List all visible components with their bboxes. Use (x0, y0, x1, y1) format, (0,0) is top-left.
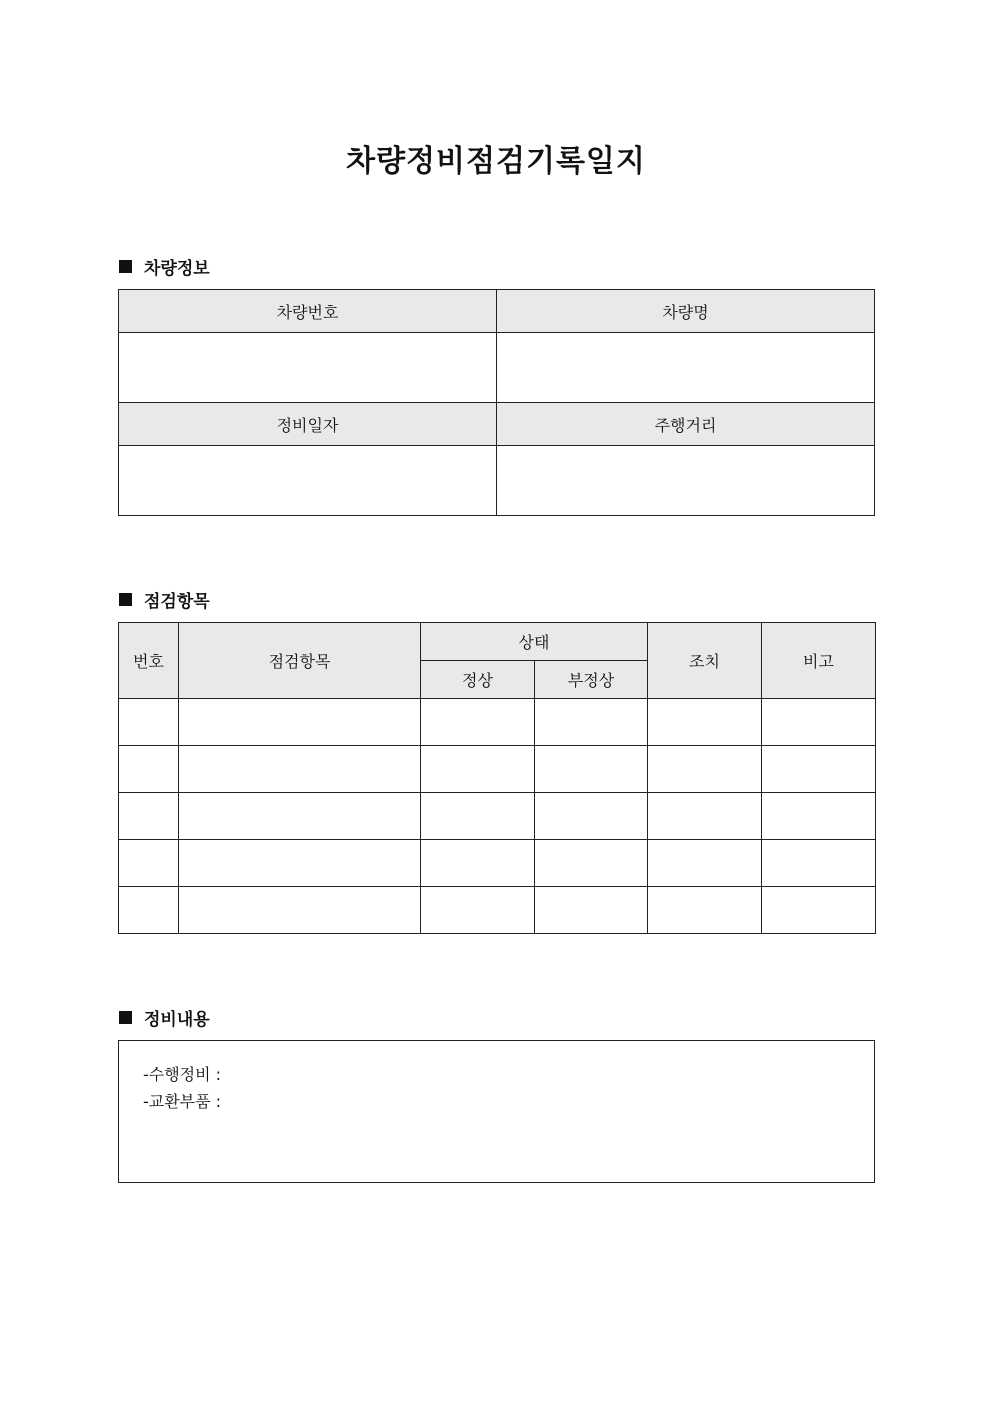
cell-item[interactable] (179, 746, 421, 793)
cell-number[interactable] (119, 699, 179, 746)
replaced-parts-label: -교환부품 : (143, 1092, 222, 1111)
vehicle-info-table (118, 289, 875, 516)
header-status: 상태 (421, 623, 648, 661)
cell-number[interactable] (119, 840, 179, 887)
cell-action[interactable] (648, 746, 762, 793)
cell-abnormal[interactable] (535, 746, 648, 793)
header-remarks: 비고 (762, 623, 876, 699)
square-bullet-icon (119, 593, 132, 606)
cell-normal[interactable] (421, 746, 535, 793)
section-heading-maintenance (119, 1005, 210, 1030)
table-row (119, 793, 876, 840)
cell-remarks[interactable] (762, 793, 876, 840)
cell-number[interactable] (119, 793, 179, 840)
cell-abnormal[interactable] (535, 699, 648, 746)
table-row (119, 840, 876, 887)
cell-remarks[interactable] (762, 699, 876, 746)
cell-normal[interactable] (421, 699, 535, 746)
field-label-vehicle-number: 차량번호 (119, 290, 497, 333)
square-bullet-icon (119, 1011, 132, 1024)
field-label-mileage: 주행거리 (497, 403, 875, 446)
table-row (119, 699, 876, 746)
performed-maintenance-line (143, 1062, 221, 1085)
header-number: 번호 (119, 623, 179, 699)
maintenance-content-box[interactable] (118, 1040, 875, 1183)
cell-remarks[interactable] (762, 840, 876, 887)
field-label-vehicle-name: 차량명 (497, 290, 875, 333)
cell-remarks[interactable] (762, 887, 876, 934)
performed-maintenance-label: -수행정비 : (143, 1065, 222, 1084)
field-value-vehicle-name[interactable] (497, 333, 875, 403)
cell-abnormal[interactable] (535, 793, 648, 840)
section-heading-label: 점검항목 (144, 592, 210, 612)
section-heading-inspection (119, 587, 210, 612)
cell-item[interactable] (179, 840, 421, 887)
cell-number[interactable] (119, 887, 179, 934)
cell-normal[interactable] (421, 887, 535, 934)
header-abnormal: 부정상 (535, 661, 648, 699)
header-normal: 정상 (421, 661, 535, 699)
cell-normal[interactable] (421, 840, 535, 887)
table-row (119, 887, 876, 934)
cell-abnormal[interactable] (535, 887, 648, 934)
section-heading-label: 정비내용 (144, 1010, 210, 1030)
cell-action[interactable] (648, 793, 762, 840)
field-value-mileage[interactable] (497, 446, 875, 516)
cell-item[interactable] (179, 793, 421, 840)
field-value-vehicle-number[interactable] (119, 333, 497, 403)
cell-item[interactable] (179, 887, 421, 934)
header-action: 조치 (648, 623, 762, 699)
cell-action[interactable] (648, 840, 762, 887)
cell-number[interactable] (119, 746, 179, 793)
cell-action[interactable] (648, 699, 762, 746)
square-bullet-icon (119, 260, 132, 273)
inspection-table (118, 622, 876, 934)
section-heading-label: 차량정보 (144, 259, 210, 279)
replaced-parts-line (143, 1089, 221, 1112)
field-value-maintenance-date[interactable] (119, 446, 497, 516)
table-row (119, 746, 876, 793)
cell-action[interactable] (648, 887, 762, 934)
section-heading-vehicle-info (119, 254, 210, 279)
cell-normal[interactable] (421, 793, 535, 840)
field-label-maintenance-date: 정비일자 (119, 403, 497, 446)
cell-remarks[interactable] (762, 746, 876, 793)
header-item: 점검항목 (179, 623, 421, 699)
cell-item[interactable] (179, 699, 421, 746)
page-title: 차량정비점검기록일지 (346, 144, 646, 179)
cell-abnormal[interactable] (535, 840, 648, 887)
